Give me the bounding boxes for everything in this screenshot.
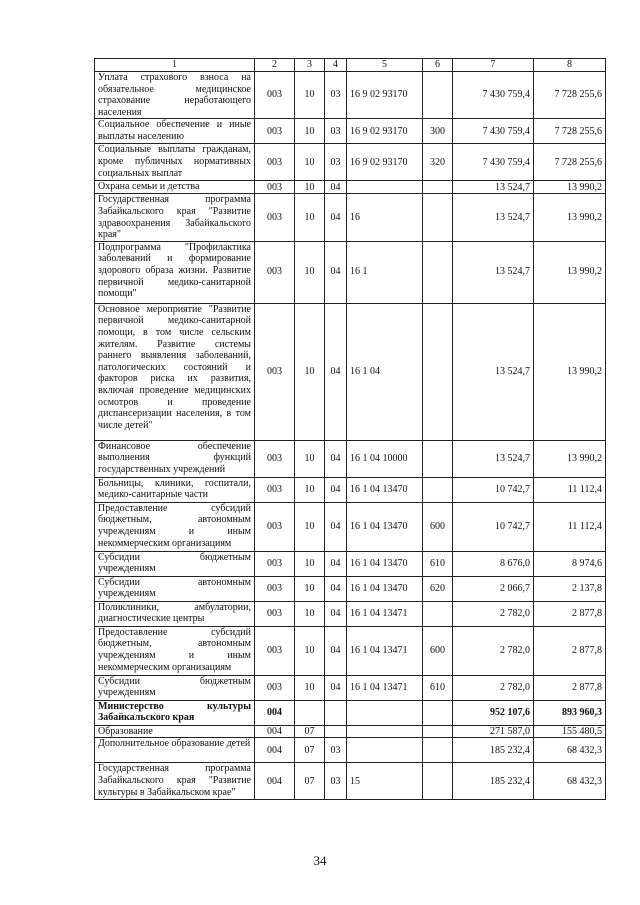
item-name-cell: Субсидии бюджетным учреждениям <box>95 551 255 576</box>
amount-year2-cell: 11 112,4 <box>534 477 606 502</box>
amount-year1-cell: 13 524,7 <box>453 181 534 194</box>
amount-year1-cell: 2 782,0 <box>453 601 534 626</box>
item-name-cell: Основное мероприятие "Развитие первичной медико-санитарной помощи, в том числе сельским жителям. Развитие системы раннего выявления заболеваний, патологических состояний и факторов риска их развития, включая проведение медицинских осмотров и проведение диспансеризации населения, в том числе детей" <box>95 303 255 440</box>
subsection-code-cell: 04 <box>325 502 347 551</box>
section-code-cell: 10 <box>295 626 325 675</box>
ministry-code-cell: 003 <box>255 303 295 440</box>
section-code-cell: 10 <box>295 144 325 181</box>
expense-type-cell: 610 <box>423 551 453 576</box>
subsection-code-cell: 04 <box>325 626 347 675</box>
expense-type-cell <box>423 601 453 626</box>
ministry-code-cell: 003 <box>255 626 295 675</box>
ministry-code-cell: 004 <box>255 738 295 763</box>
section-code-cell: 07 <box>295 725 325 738</box>
subsection-code-cell: 04 <box>325 303 347 440</box>
section-code-cell: 10 <box>295 181 325 194</box>
table-row <box>95 194 606 241</box>
expense-type-cell <box>423 440 453 477</box>
ministry-code-cell: 004 <box>255 725 295 738</box>
table-row <box>95 241 606 303</box>
amount-year1-cell: 10 742,7 <box>453 477 534 502</box>
amount-year2-cell: 11 112,4 <box>534 502 606 551</box>
ministry-code-cell: 003 <box>255 601 295 626</box>
expense-type-cell <box>423 194 453 241</box>
amount-year2-cell: 13 990,2 <box>534 181 606 194</box>
target-article-cell: 16 1 04 13471 <box>347 626 423 675</box>
section-code-cell: 10 <box>295 576 325 601</box>
item-name-cell: Уплата страхового взноса на обязательное медицинское страхование неработающего населения <box>95 72 255 119</box>
expense-type-cell: 600 <box>423 502 453 551</box>
subsection-code-cell: 04 <box>325 194 347 241</box>
header-cell: 3 <box>295 59 325 72</box>
budget-table <box>94 58 606 800</box>
item-name-cell: Государственная программа Забайкальского края "Развитие здравоохранения Забайкальского края" <box>95 194 255 241</box>
target-article-cell <box>347 181 423 194</box>
target-article-cell: 16 1 04 13471 <box>347 675 423 700</box>
table-row <box>95 675 606 700</box>
table-row <box>95 477 606 502</box>
section-code-cell: 10 <box>295 440 325 477</box>
expense-type-cell: 620 <box>423 576 453 601</box>
page-number: 34 <box>313 853 327 868</box>
table-row <box>95 440 606 477</box>
table-row <box>95 551 606 576</box>
amount-year2-cell: 893 960,3 <box>534 700 606 725</box>
amount-year2-cell: 7 728 255,6 <box>534 144 606 181</box>
item-name-cell: Подпрограмма "Профилактика заболеваний и формирование здорового образа жизни. Развитие первичной медико-санитарной помощи" <box>95 241 255 303</box>
ministry-code-cell: 003 <box>255 440 295 477</box>
section-code-cell: 10 <box>295 675 325 700</box>
target-article-cell: 16 9 02 93170 <box>347 72 423 119</box>
ministry-code-cell: 003 <box>255 477 295 502</box>
amount-year1-cell: 8 676,0 <box>453 551 534 576</box>
subsection-code-cell: 03 <box>325 763 347 800</box>
subsection-code-cell <box>325 725 347 738</box>
ministry-code-cell: 003 <box>255 576 295 601</box>
expense-type-cell <box>423 477 453 502</box>
expense-type-cell: 300 <box>423 119 453 144</box>
item-name-cell: Министерство культуры Забайкальского края <box>95 700 255 725</box>
section-code-cell <box>295 700 325 725</box>
expense-type-cell <box>423 763 453 800</box>
item-name-cell: Дополнительное образование детей <box>95 738 255 763</box>
section-code-cell: 10 <box>295 477 325 502</box>
item-name-cell: Государственная программа Забайкальского края "Развитие культуры в Забайкальском крае" <box>95 763 255 800</box>
item-name-cell: Больницы, клиники, госпитали, медико-санитарные части <box>95 477 255 502</box>
ministry-code-cell: 003 <box>255 72 295 119</box>
item-name-cell: Социальные выплаты гражданам, кроме публичных нормативных социальных выплат <box>95 144 255 181</box>
subsection-code-cell: 04 <box>325 576 347 601</box>
subsection-code-cell: 04 <box>325 551 347 576</box>
expense-type-cell: 600 <box>423 626 453 675</box>
table-row <box>95 725 606 738</box>
table-row <box>95 763 606 800</box>
amount-year2-cell: 2 877,8 <box>534 675 606 700</box>
amount-year1-cell: 2 782,0 <box>453 675 534 700</box>
item-name-cell: Поликлиники, амбулатории, диагностические центры <box>95 601 255 626</box>
amount-year2-cell: 7 728 255,6 <box>534 119 606 144</box>
target-article-cell: 16 1 04 13471 <box>347 601 423 626</box>
expense-type-cell <box>423 700 453 725</box>
header-cell: 6 <box>423 59 453 72</box>
target-article-cell: 16 9 02 93170 <box>347 144 423 181</box>
table-row <box>95 72 606 119</box>
table-row <box>95 626 606 675</box>
ministry-code-cell: 003 <box>255 144 295 181</box>
amount-year1-cell: 2 066,7 <box>453 576 534 601</box>
item-name-cell: Охрана семьи и детства <box>95 181 255 194</box>
target-article-cell: 16 <box>347 194 423 241</box>
amount-year2-cell: 2 877,8 <box>534 626 606 675</box>
amount-year1-cell: 7 430 759,4 <box>453 72 534 119</box>
amount-year2-cell: 2 137,8 <box>534 576 606 601</box>
section-code-cell: 10 <box>295 72 325 119</box>
subsection-code-cell: 04 <box>325 675 347 700</box>
amount-year1-cell: 13 524,7 <box>453 440 534 477</box>
ministry-code-cell: 003 <box>255 241 295 303</box>
amount-year1-cell: 185 232,4 <box>453 763 534 800</box>
amount-year1-cell: 185 232,4 <box>453 738 534 763</box>
amount-year2-cell: 2 877,8 <box>534 601 606 626</box>
amount-year1-cell: 10 742,7 <box>453 502 534 551</box>
subsection-code-cell: 03 <box>325 144 347 181</box>
item-name-cell: Субсидии автономным учреждениям <box>95 576 255 601</box>
section-code-cell: 07 <box>295 738 325 763</box>
table-row <box>95 119 606 144</box>
target-article-cell <box>347 700 423 725</box>
ministry-code-cell: 003 <box>255 675 295 700</box>
expense-type-cell: 320 <box>423 144 453 181</box>
section-code-cell: 10 <box>295 119 325 144</box>
target-article-cell: 16 1 04 13470 <box>347 551 423 576</box>
table-row <box>95 144 606 181</box>
item-name-cell: Финансовое обеспечение выполнения функций государственных учреждений <box>95 440 255 477</box>
expense-type-cell <box>423 738 453 763</box>
target-article-cell: 16 1 04 13470 <box>347 576 423 601</box>
amount-year2-cell: 68 432,3 <box>534 738 606 763</box>
table-row <box>95 576 606 601</box>
table-row <box>95 181 606 194</box>
expense-type-cell <box>423 725 453 738</box>
ministry-code-cell: 003 <box>255 502 295 551</box>
amount-year2-cell: 7 728 255,6 <box>534 72 606 119</box>
header-cell: 1 <box>95 59 255 72</box>
subsection-code-cell: 03 <box>325 738 347 763</box>
amount-year2-cell: 13 990,2 <box>534 303 606 440</box>
amount-year2-cell: 68 432,3 <box>534 763 606 800</box>
header-cell: 5 <box>347 59 423 72</box>
amount-year2-cell: 13 990,2 <box>534 440 606 477</box>
amount-year1-cell: 7 430 759,4 <box>453 119 534 144</box>
table-header-row <box>95 59 606 72</box>
subsection-code-cell <box>325 700 347 725</box>
target-article-cell: 16 9 02 93170 <box>347 119 423 144</box>
target-article-cell: 16 1 04 13470 <box>347 477 423 502</box>
target-article-cell <box>347 738 423 763</box>
target-article-cell: 16 1 04 10000 <box>347 440 423 477</box>
header-cell: 2 <box>255 59 295 72</box>
section-code-cell: 10 <box>295 551 325 576</box>
amount-year2-cell: 8 974,6 <box>534 551 606 576</box>
amount-year2-cell: 155 480,5 <box>534 725 606 738</box>
amount-year1-cell: 7 430 759,4 <box>453 144 534 181</box>
table-row <box>95 303 606 440</box>
subsection-code-cell: 04 <box>325 181 347 194</box>
subsection-code-cell: 04 <box>325 601 347 626</box>
item-name-cell: Предоставление субсидий бюджетным, автономным учреждениям и иным некоммерческим организациям <box>95 502 255 551</box>
amount-year1-cell: 271 587,0 <box>453 725 534 738</box>
subsection-code-cell: 04 <box>325 440 347 477</box>
subsection-code-cell: 03 <box>325 119 347 144</box>
item-name-cell: Образование <box>95 725 255 738</box>
table-row <box>95 738 606 763</box>
target-article-cell: 16 1 04 <box>347 303 423 440</box>
section-code-cell: 10 <box>295 502 325 551</box>
header-cell: 7 <box>453 59 534 72</box>
header-cell: 4 <box>325 59 347 72</box>
item-name-cell: Предоставление субсидий бюджетным, автономным учреждениям и иным некоммерческим организациям <box>95 626 255 675</box>
expense-type-cell <box>423 303 453 440</box>
table-row <box>95 700 606 725</box>
target-article-cell <box>347 725 423 738</box>
section-code-cell: 10 <box>295 601 325 626</box>
section-code-cell: 07 <box>295 763 325 800</box>
ministry-code-cell: 004 <box>255 763 295 800</box>
ministry-code-cell: 003 <box>255 194 295 241</box>
ministry-code-cell: 003 <box>255 119 295 144</box>
section-code-cell: 10 <box>295 194 325 241</box>
table-row <box>95 502 606 551</box>
section-code-cell: 10 <box>295 303 325 440</box>
section-code-cell: 10 <box>295 241 325 303</box>
ministry-code-cell: 004 <box>255 700 295 725</box>
amount-year1-cell: 13 524,7 <box>453 241 534 303</box>
target-article-cell: 16 1 <box>347 241 423 303</box>
amount-year1-cell: 952 107,6 <box>453 700 534 725</box>
subsection-code-cell: 04 <box>325 477 347 502</box>
target-article-cell: 16 1 04 13470 <box>347 502 423 551</box>
table-row <box>95 601 606 626</box>
amount-year1-cell: 13 524,7 <box>453 303 534 440</box>
expense-type-cell <box>423 72 453 119</box>
amount-year2-cell: 13 990,2 <box>534 194 606 241</box>
expense-type-cell: 610 <box>423 675 453 700</box>
ministry-code-cell: 003 <box>255 181 295 194</box>
subsection-code-cell: 04 <box>325 241 347 303</box>
header-cell: 8 <box>534 59 606 72</box>
expense-type-cell <box>423 241 453 303</box>
amount-year1-cell: 2 782,0 <box>453 626 534 675</box>
ministry-code-cell: 003 <box>255 551 295 576</box>
item-name-cell: Социальное обеспечение и иные выплаты населению <box>95 119 255 144</box>
subsection-code-cell: 03 <box>325 72 347 119</box>
target-article-cell: 15 <box>347 763 423 800</box>
amount-year1-cell: 13 524,7 <box>453 194 534 241</box>
amount-year2-cell: 13 990,2 <box>534 241 606 303</box>
expense-type-cell <box>423 181 453 194</box>
item-name-cell: Субсидии бюджетным учреждениям <box>95 675 255 700</box>
